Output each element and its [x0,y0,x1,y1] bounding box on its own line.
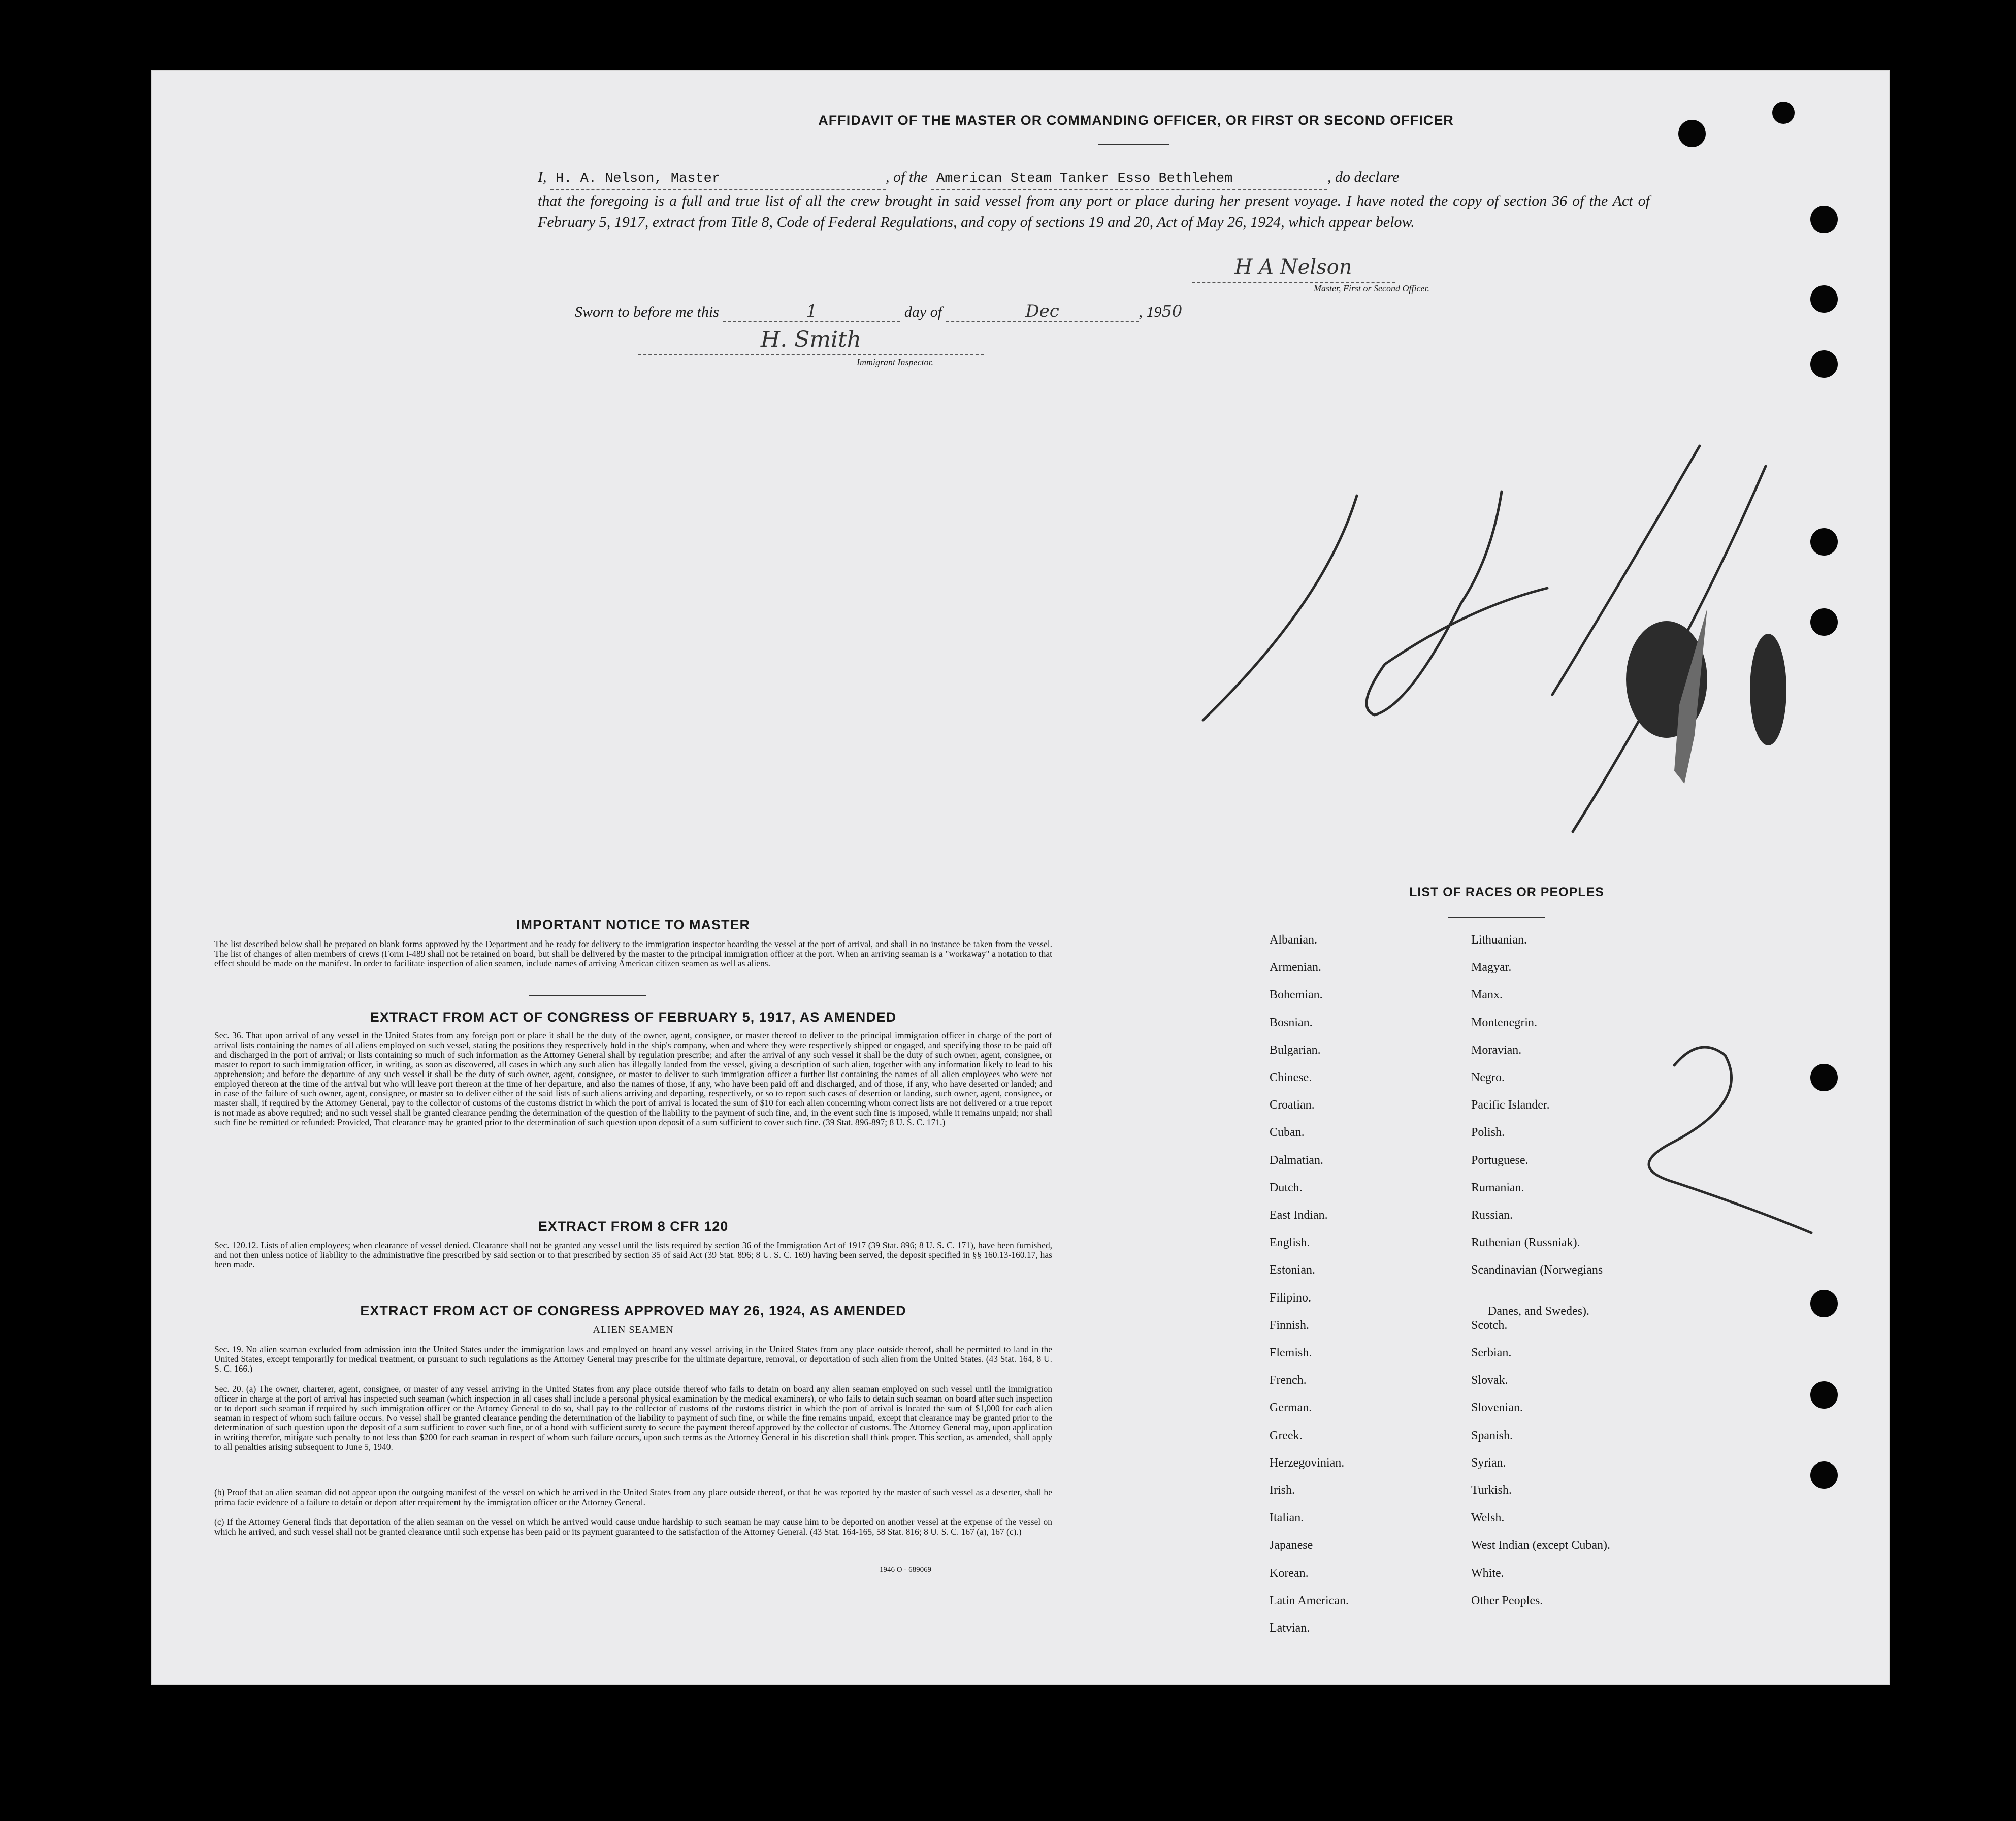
master-caption: Master, First or Second Officer. [1314,283,1429,294]
race-item-left: Flemish. [1270,1346,1312,1359]
extract-cfr-body: Sec. 120.12. Lists of alien employees; when clearance of vessel denied. Clearance shall not be granted any vessel until the lists required by section 36 of the Immigration Act of 1917 (39 Stat. 896; 8 U. S. C. 171), have been furnished, and not then unless notice of liability to the administrative fine prescribed by said section or to that prescribed by section 35 of said Act (39 Stat. 896; 8 U. S. C. 169) having been served, the deposit specified in §§ 160.13-160.17, has been made. [214,1240,1052,1270]
race-item-right: Slovak. [1471,1374,1508,1387]
punch-hole [1810,608,1838,636]
day-of-label: day of [904,304,942,320]
race-item-left: Chinese. [1270,1071,1312,1084]
affidavit-title: AFFIDAVIT OF THE MASTER OR COMMANDING OFFICER, OR FIRST OR SECOND OFFICER [818,113,1454,128]
race-item-right: Welsh. [1471,1511,1505,1525]
race-item-left: Bulgarian. [1270,1043,1321,1057]
race-item-left: Finnish. [1270,1318,1310,1332]
race-item-left: Italian. [1270,1511,1304,1525]
notice-body: The list described below shall be prepared on blank forms approved by the Department and be ready for delivery to the immigration inspector boarding the vessel at the port of arrival, and shall in no instance be taken from the vessel. The list of changes of alien members of crews (Form I-489 shall not be retained on board, but shall be delivered by the master to the principal immigration officer at the port. When an arriving seaman is a "workaway" a notation to that effect should be made on the manifest. In order to facilitate inspection of alien seamen, include names of arriving American citizen seamen as well as aliens. [214,939,1052,968]
race-item-left: Bosnian. [1270,1016,1313,1029]
punch-hole [1678,120,1706,147]
punch-hole [1810,350,1838,378]
race-item-right: Rumanian. [1471,1181,1524,1194]
race-item-right: Ruthenian (Russniak). [1471,1236,1580,1250]
handwritten-2-stroke [1649,1047,1811,1233]
extract-cfr-title: EXTRACT FROM 8 CFR 120 [538,1219,729,1234]
race-item-right: Serbian. [1471,1346,1512,1359]
race-item-right: White. [1471,1566,1504,1580]
digit-2-stroke [1367,492,1547,715]
document-page [151,70,1890,1685]
punch-hole [1810,206,1838,233]
race-item-left: Herzegovinian. [1270,1456,1345,1470]
race-item-right: Montenegrin. [1471,1016,1537,1029]
title-divider [1098,144,1169,145]
punch-hole [1810,285,1838,313]
master-signature: H A Nelson [1192,255,1395,283]
punch-hole [1810,1290,1838,1317]
race-item-right: Scandinavian (Norwegians [1471,1263,1603,1277]
punch-hole [1772,102,1795,124]
race-item-left: Japanese [1270,1539,1313,1552]
seal-stamp-right [1750,634,1786,745]
punch-hole [1810,528,1838,556]
race-item-left: Albanian. [1270,933,1317,947]
races-title: LIST OF RACES OR PEOPLES [1409,885,1604,899]
extract-1924-sec19: Sec. 19. No alien seaman excluded from admission into the United States under the immigration laws and employed on board any vessel arriving in the United States from any place outside thereof, shall be permitted to land in the United States, except temporarily for medical treatment, or pursuant to such regulations as the Attorney General may prescribe for the ultimate departure, removal, or deportation of such alien from the United States. (43 Stat. 164, 8 U. S. C. 166.) [214,1344,1052,1374]
extract-1917-body: Sec. 36. That upon arrival of any vessel in the United States from any foreign port or place it shall be the duty of the owner, agent, consignee, or master thereof to deliver to the principal immigration officer in charge of the port of arrival lists containing the names of all aliens employed on such vessel, stating the positions they respectively hold in the ship's company, when and where they were respectively shipped or engaged, and specifying those to be paid off and discharged in the port of arrival; or lists containing so much of such information as the Attorney General shall by regulation prescribe; and after the arrival of any such vessel it shall be the duty of such owner, agent, consignee, or master to report to such immigration officer, in writing, as soon as discovered, all cases in which any such alien has illegally landed from the vessel, giving a description of such alien, together with any information likely to lead to his apprehension; and before the departure of any such vessel it shall be the duty of such owner, agent, consignee, or master to deliver to such immigration officer a further list containing the names of all alien employees who were not employed thereon at the time of the arrival but who will leave port thereon at the time of her departure, and also the names of those, if any, who have been paid off and discharged, and of those, if any, who have deserted or landed; and in case of the failure of such owner, agent, consignee, or master so to deliver either of the said lists of such aliens arriving and departing, respectively, or so to report such cases of desertion or landing, such owner, agent, consignee, or master shall, if required by the Attorney General, pay to the collector of customs of the customs district in which the port of arrival is located the sum of $10 for each alien concerning whom correct lists are not delivered or a true report is not made as above required; and no such vessel shall be granted clearance pending the determination of the question of the liability to the payment of such fine, and, in the event such fine is imposed, while it remains unpaid; nor shall such fine be remitted or refunded: Provided, That clearance may be granted prior to the determination of such question upon deposit of a sum sufficient to cover such fine. (39 Stat. 896-897; 8 U. S. C. 171.) [214,1030,1052,1127]
extract-1924-sec20c: (c) If the Attorney General finds that deportation of the alien seaman on the vessel on which he arrived would cause undue hardship to such seaman he may cause him to be deported on another vessel at the expense of the vessel on which he arrived, and such vessel shall not be granted clearance until such expense has been paid or its payment guaranteed to the satisfaction of the Attorney General. (43 Stat. 164-165, 58 Stat. 816; 8 U. S. C. 167 (a), 167 (c).) [214,1517,1052,1537]
race-item-right: Polish. [1471,1126,1505,1140]
race-item-right: Pacific Islander. [1471,1098,1550,1112]
inspector-signature: H. Smith [638,327,984,355]
sworn-month-field: Dec [946,301,1139,322]
year-prefix: , 19 [1139,304,1162,320]
sworn-line [575,301,1438,322]
vessel-name-field: American Steam Tanker Esso Bethlehem [931,168,1327,190]
sworn-label: Sworn to before me this [575,304,719,320]
inspector-caption: Immigrant Inspector. [857,357,933,367]
race-item-right: Other Peoples. [1471,1594,1543,1607]
race-item-left: French. [1270,1374,1307,1387]
sworn-day-field: 1 [723,301,900,322]
race-item-left: Korean. [1270,1566,1309,1580]
punch-hole [1810,1461,1838,1489]
digit-1-stroke [1203,496,1357,720]
race-item-right: Portuguese. [1471,1153,1529,1167]
race-item-left: German. [1270,1401,1312,1415]
race-item-right: Syrian. [1471,1456,1506,1470]
extract-1924-title: EXTRACT FROM ACT OF CONGRESS APPROVED MAY 26, 1924, AS AMENDED [360,1303,906,1318]
race-item-left: Croatian. [1270,1098,1315,1112]
declaration-body: that the foregoing is a full and true list of all the crew brought in said vessel from any port or place during her present voyage. I have noted the copy of section 36 of the Act of February 5, 1917, extract from Title 8, Code of Federal Regulations, and copy of sections 19 and 20, Act of May 26, 1924, which appear below. [538,192,1650,231]
race-item-left: Irish. [1270,1484,1295,1497]
divider-1 [529,995,646,996]
race-item-right: Moravian. [1471,1043,1522,1057]
race-item-left: Latin American. [1270,1594,1349,1607]
race-item-left: Armenian. [1270,961,1321,974]
race-item-right: Manx. [1471,988,1503,1002]
declaration-text [538,167,1650,233]
race-item-right: Slovenian. [1471,1401,1523,1415]
of-the-label: , of the [886,169,928,185]
race-item-right: Russian. [1471,1209,1513,1222]
race-item-right: Lithuanian. [1471,933,1527,947]
i-label: I, [538,169,547,185]
handwritten-large-number [1532,578,1534,579]
seal-stamp-left [1626,621,1707,738]
race-item-right: Scotch. [1471,1318,1508,1332]
race-item-left: English. [1270,1236,1310,1250]
race-item-left: Cuban. [1270,1126,1305,1140]
extract-1917-title: EXTRACT FROM ACT OF CONGRESS OF FEBRUARY 5, 1917, AS AMENDED [370,1010,897,1025]
race-item-right: Negro. [1471,1071,1505,1084]
race-item-left: East Indian. [1270,1209,1328,1222]
race-item-left: Dutch. [1270,1181,1303,1194]
race-item-left: Bohemian. [1270,988,1323,1002]
race-item-left: Filipino. [1270,1291,1312,1305]
extract-1924-sec20b: (b) Proof that an alien seaman did not appear upon the outgoing manifest of the vessel on which he arrived in the United States from any place outside thereof, or that he was reported by the master of such vessel as a deserter, shall be prima facie evidence of a failure to detain or deport after requirement by the immigration officer or the Attorney General. [214,1487,1052,1507]
print-code: 1946 O - 689069 [880,1566,932,1574]
digit-4-stroke-a [1552,446,1700,695]
punch-hole [1810,1381,1838,1409]
master-name-field: H. A. Nelson, Master [550,168,886,190]
declaration-first-line [538,167,1650,190]
punch-hole [1810,1064,1838,1091]
race-item-left: Latvian. [1270,1621,1310,1635]
digit-4-stroke-b [1573,466,1766,832]
seal-stamp-middle [1674,608,1707,784]
sworn-year-field: 50 [1161,302,1183,321]
do-declare-label: , do declare [1327,169,1400,185]
race-item-right-continued: Danes, and Swedes). [1488,1304,1589,1318]
race-item-left: Dalmatian. [1270,1153,1323,1167]
races-divider [1448,917,1545,918]
race-item-right: Turkish. [1471,1484,1512,1497]
race-item-left: Estonian. [1270,1263,1315,1277]
race-item-right: Magyar. [1471,961,1512,974]
handwritten-side-number [1674,1065,1675,1066]
race-item-right: West Indian (except Cuban). [1471,1539,1610,1552]
race-item-left: Greek. [1270,1428,1303,1442]
race-item-right: Spanish. [1471,1428,1513,1442]
notice-title: IMPORTANT NOTICE TO MASTER [516,917,750,932]
extract-1924-subtitle: ALIEN SEAMEN [593,1324,674,1336]
extract-1924-sec20a: Sec. 20. (a) The owner, charterer, agent, consignee, or master of any vessel arriving in the United States from any place outside thereof who fails to detain on board any alien seaman employed on such vessel until the immigration officer in charge at the port of arrival has inspected such seaman (which inspection in all cases shall include a personal physical examination by the medical examiners), or who fails to detain such seaman on board after such inspection or to deport such seaman if required by such immigration officer or the Attorney General to do so, shall pay to the collector of customs of the customs district in which the port of arrival is located the sum of $1,000 for each alien seaman in respect of whom such failure occurs. No vessel shall be granted clearance pending the determination of the liability to payment of such fine, or while the fine remains unpaid, except that clearance may be granted prior to the determination of such question upon the deposit of a sum sufficient to cover such fine, or of a bond with sufficient surety to secure the payment thereof approved by the collector of customs. The Attorney General may, upon application in writing therefor, mitigate such penalty to not less than $200 for each seaman in respect of whom such failure occurs, upon such terms as the Attorney General in his discretion shall think proper. This section, as amended, shall apply to all penalties arising subsequent to June 5, 1940. [214,1384,1052,1452]
